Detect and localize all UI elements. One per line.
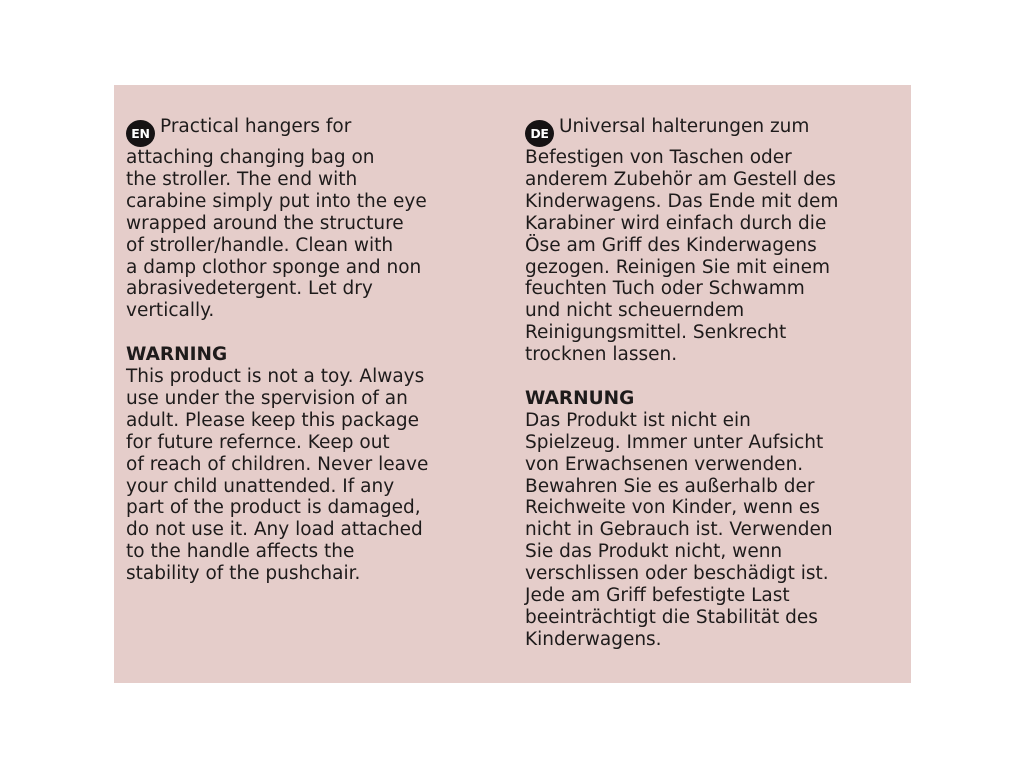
english-warning-line-2: adult. Please keep this package (126, 409, 420, 431)
english-warning-line-6: part of the product is damaged, (126, 497, 421, 519)
english-intro-line-7: abrasivedetergent. Let dry (126, 278, 373, 300)
german-language-badge: DE (525, 120, 554, 147)
german-warning-line-9: beeinträchtigt die Stabilität des (525, 607, 818, 629)
german-intro-line-0: DE Universal halterungen zum (525, 116, 865, 147)
german-warning-line-10: Kinderwagens. (525, 628, 662, 650)
english-column (126, 116, 466, 585)
english-warning-line-9: stability of the pushchair. (126, 563, 361, 585)
german-intro-line-6: gezogen. Reinigen Sie mit einem (525, 256, 830, 278)
german-warning-line-7: verschlissen oder beschädigt ist. (525, 563, 829, 585)
german-intro-line-4: Karabiner wird einfach durch die (525, 212, 827, 234)
german-intro-line-1: Befestigen von Taschen oder (525, 147, 792, 168)
german-intro-line-8: und nicht scheuerndem (525, 300, 745, 322)
english-intro-line-8: vertically. (126, 300, 215, 322)
english-warning-line-8: to the handle affects the (126, 541, 355, 563)
german-intro-line-5: Öse am Griff des Kinderwagens (525, 234, 817, 256)
english-warning-line-4: of reach of children. Never leave (126, 453, 429, 475)
german-intro-line-7: feuchten Tuch oder Schwamm (525, 278, 805, 300)
english-intro-line-0: EN Practical hangers for (126, 116, 466, 147)
english-intro-line-2: the stroller. The end with (126, 168, 358, 190)
english-language-badge: EN (126, 120, 155, 147)
german-intro-line-10: trocknen lassen. (525, 344, 678, 366)
english-intro-line-1: attaching changing bag on (126, 147, 375, 168)
german-intro-line-9: Reinigungsmittel. Senkrecht (525, 322, 787, 344)
german-intro-line-3: Kinderwagens. Das Ende mit dem (525, 190, 839, 212)
german-warning-line-4: Reichweite von Kinder, wenn es (525, 497, 820, 519)
english-warning-line-3: for future refernce. Keep out (126, 431, 390, 453)
german-warning-line-5: nicht in Gebrauch ist. Verwenden (525, 519, 833, 541)
german-warning-line-2: von Erwachsenen verwenden. (525, 453, 804, 475)
english-warning-line-0: This product is not a toy. Always (126, 366, 425, 388)
english-warning-line-1: use under the spervision of an (126, 387, 408, 409)
english-warning-line-5: your child unattended. If any (126, 475, 395, 497)
english-intro-line-5: of stroller/handle. Clean with (126, 234, 394, 256)
english-intro-line-6: a damp clothor sponge and non (126, 256, 422, 278)
german-column (525, 116, 865, 651)
german-warning-line-3: Bewahren Sie es außerhalb der (525, 475, 815, 497)
german-warning-line-1: Spielzeug. Immer unter Aufsicht (525, 431, 824, 453)
english-intro-line-4: wrapped around the structure (126, 212, 404, 234)
german-warning-line-8: Jede am Griff befestigte Last (525, 585, 790, 607)
english-intro-line-3: carabine simply put into the eye (126, 190, 427, 212)
english-warning-heading: WARNING (126, 344, 228, 366)
german-warning-line-6: Sie das Produkt nicht, wenn (525, 541, 783, 563)
german-warning-heading: WARNUNG (525, 387, 635, 409)
german-warning-line-0: Das Produkt ist nicht ein (525, 409, 751, 431)
english-warning-line-7: do not use it. Any load attached (126, 519, 423, 541)
german-intro-line-2: anderem Zubehör am Gestell des (525, 168, 836, 190)
